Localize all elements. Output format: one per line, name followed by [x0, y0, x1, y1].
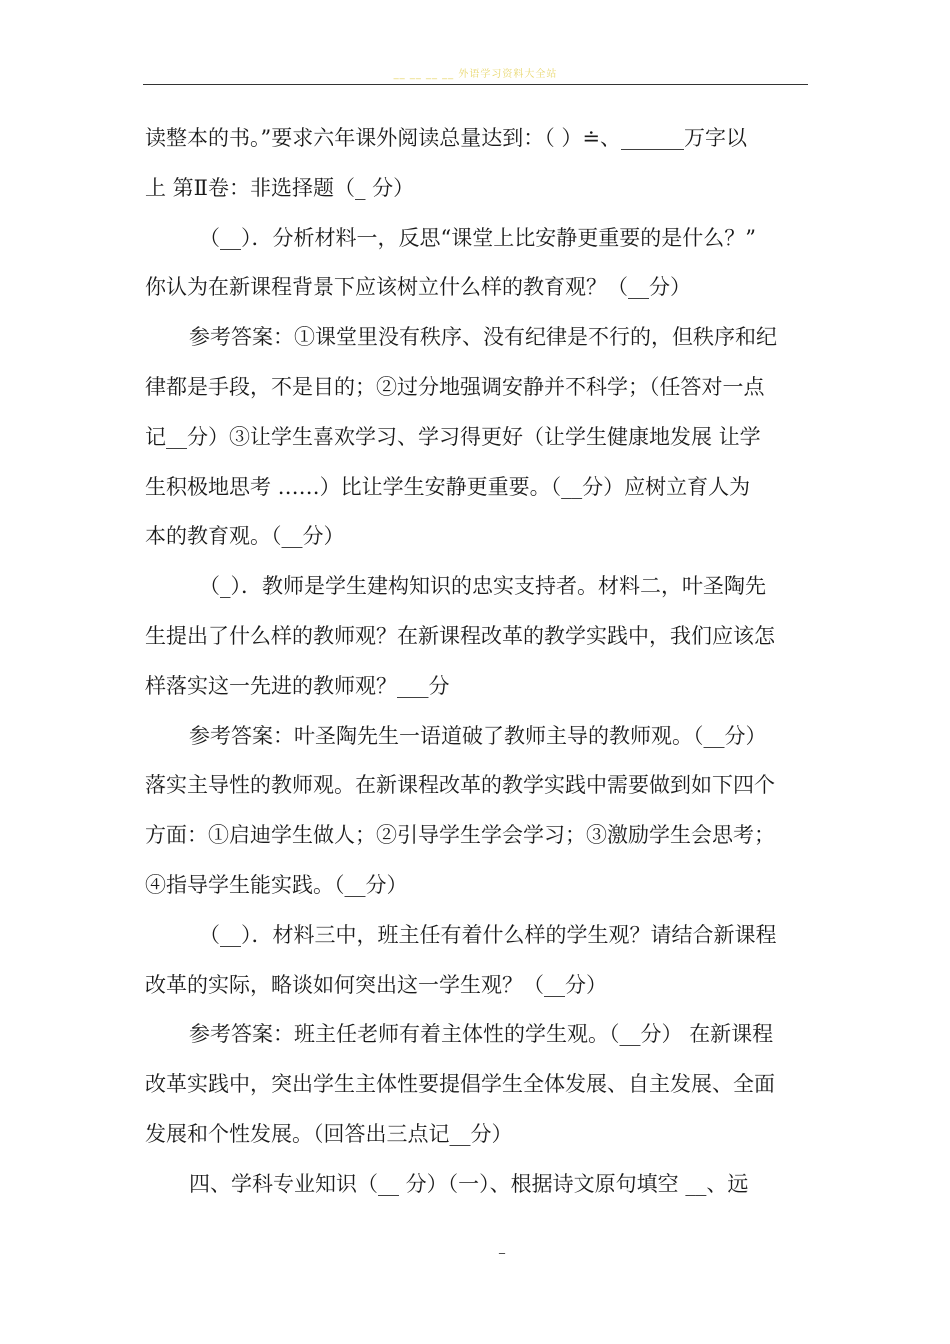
question-line: 样落实这一先进的教师观？___分: [145, 673, 450, 698]
answer-line: 改革实践中，突出学生主体性要提倡学生全体发展、自主发展、全面: [145, 1072, 775, 1097]
document-body: [145, 114, 807, 1210]
question-line: （_）．教师是学生建构知识的忠实支持者。材料二，叶圣陶先: [199, 574, 766, 599]
header-divider: [143, 84, 808, 85]
question-line: （__）．分析材料一，反思“课堂上比安静更重要的是什么？”: [199, 225, 756, 250]
answer-line: 落实主导性的教师观。在新课程改革的教学实践中需要做到如下四个: [145, 773, 775, 798]
answer-line: 参考答案：叶圣陶先生一语道破了教师主导的教师观。（__分）: [189, 723, 767, 748]
answer-line: 参考答案：班主任老师有着主体性的学生观。（__分） 在新课程: [189, 1022, 774, 1047]
header-watermark-text: __ __ __ __ 外语学习资料大全站: [393, 69, 558, 80]
answer-line: 发展和个性发展。（回答出三点记__分）: [145, 1121, 513, 1146]
section-heading-line: 上 第Ⅱ卷：非选择题（_ 分）: [145, 175, 415, 200]
section-heading-line: 四、学科专业知识（__ 分）（一）、根据诗文原句填空 __、远: [189, 1171, 749, 1196]
answer-line: 律都是手段，不是目的；②过分地强调安静并不科学；（任答对一点: [145, 374, 765, 399]
answer-line: 生积极地思考 ……）比让学生安静更重要。（__分）应树立育人为: [145, 474, 751, 499]
question-line: （__）．材料三中，班主任有着什么样的学生观？请结合新课程: [199, 922, 777, 947]
answer-line: 记__分）③让学生喜欢学习、学习得更好（让学生健康地发展 让学: [145, 424, 761, 449]
answer-line: ④指导学生能实践。（__分）: [145, 872, 408, 897]
question-line: 你认为在新课程背景下应该树立什么样的教育观？（__分）: [145, 275, 691, 300]
text-line: 读整本的书。”要求六年课外阅读总量达到：（ ）≐、______万字以: [145, 126, 748, 150]
question-line: 生提出了什么样的教师观？在新课程改革的教学实践中，我们应该怎: [145, 623, 775, 648]
answer-line: 方面：①启迪学生做人；②引导学生学会学习；③激励学生会思考；: [145, 823, 775, 848]
answer-line: 参考答案：①课堂里没有秩序、没有纪律是不行的，但秩序和纪: [189, 325, 777, 350]
answer-line: 本的教育观。（__分）: [145, 524, 345, 549]
question-line: 改革的实际，略谈如何突出这一学生观？（__分）: [145, 972, 607, 997]
page-header: [143, 62, 808, 84]
page-number: _: [499, 1240, 505, 1254]
